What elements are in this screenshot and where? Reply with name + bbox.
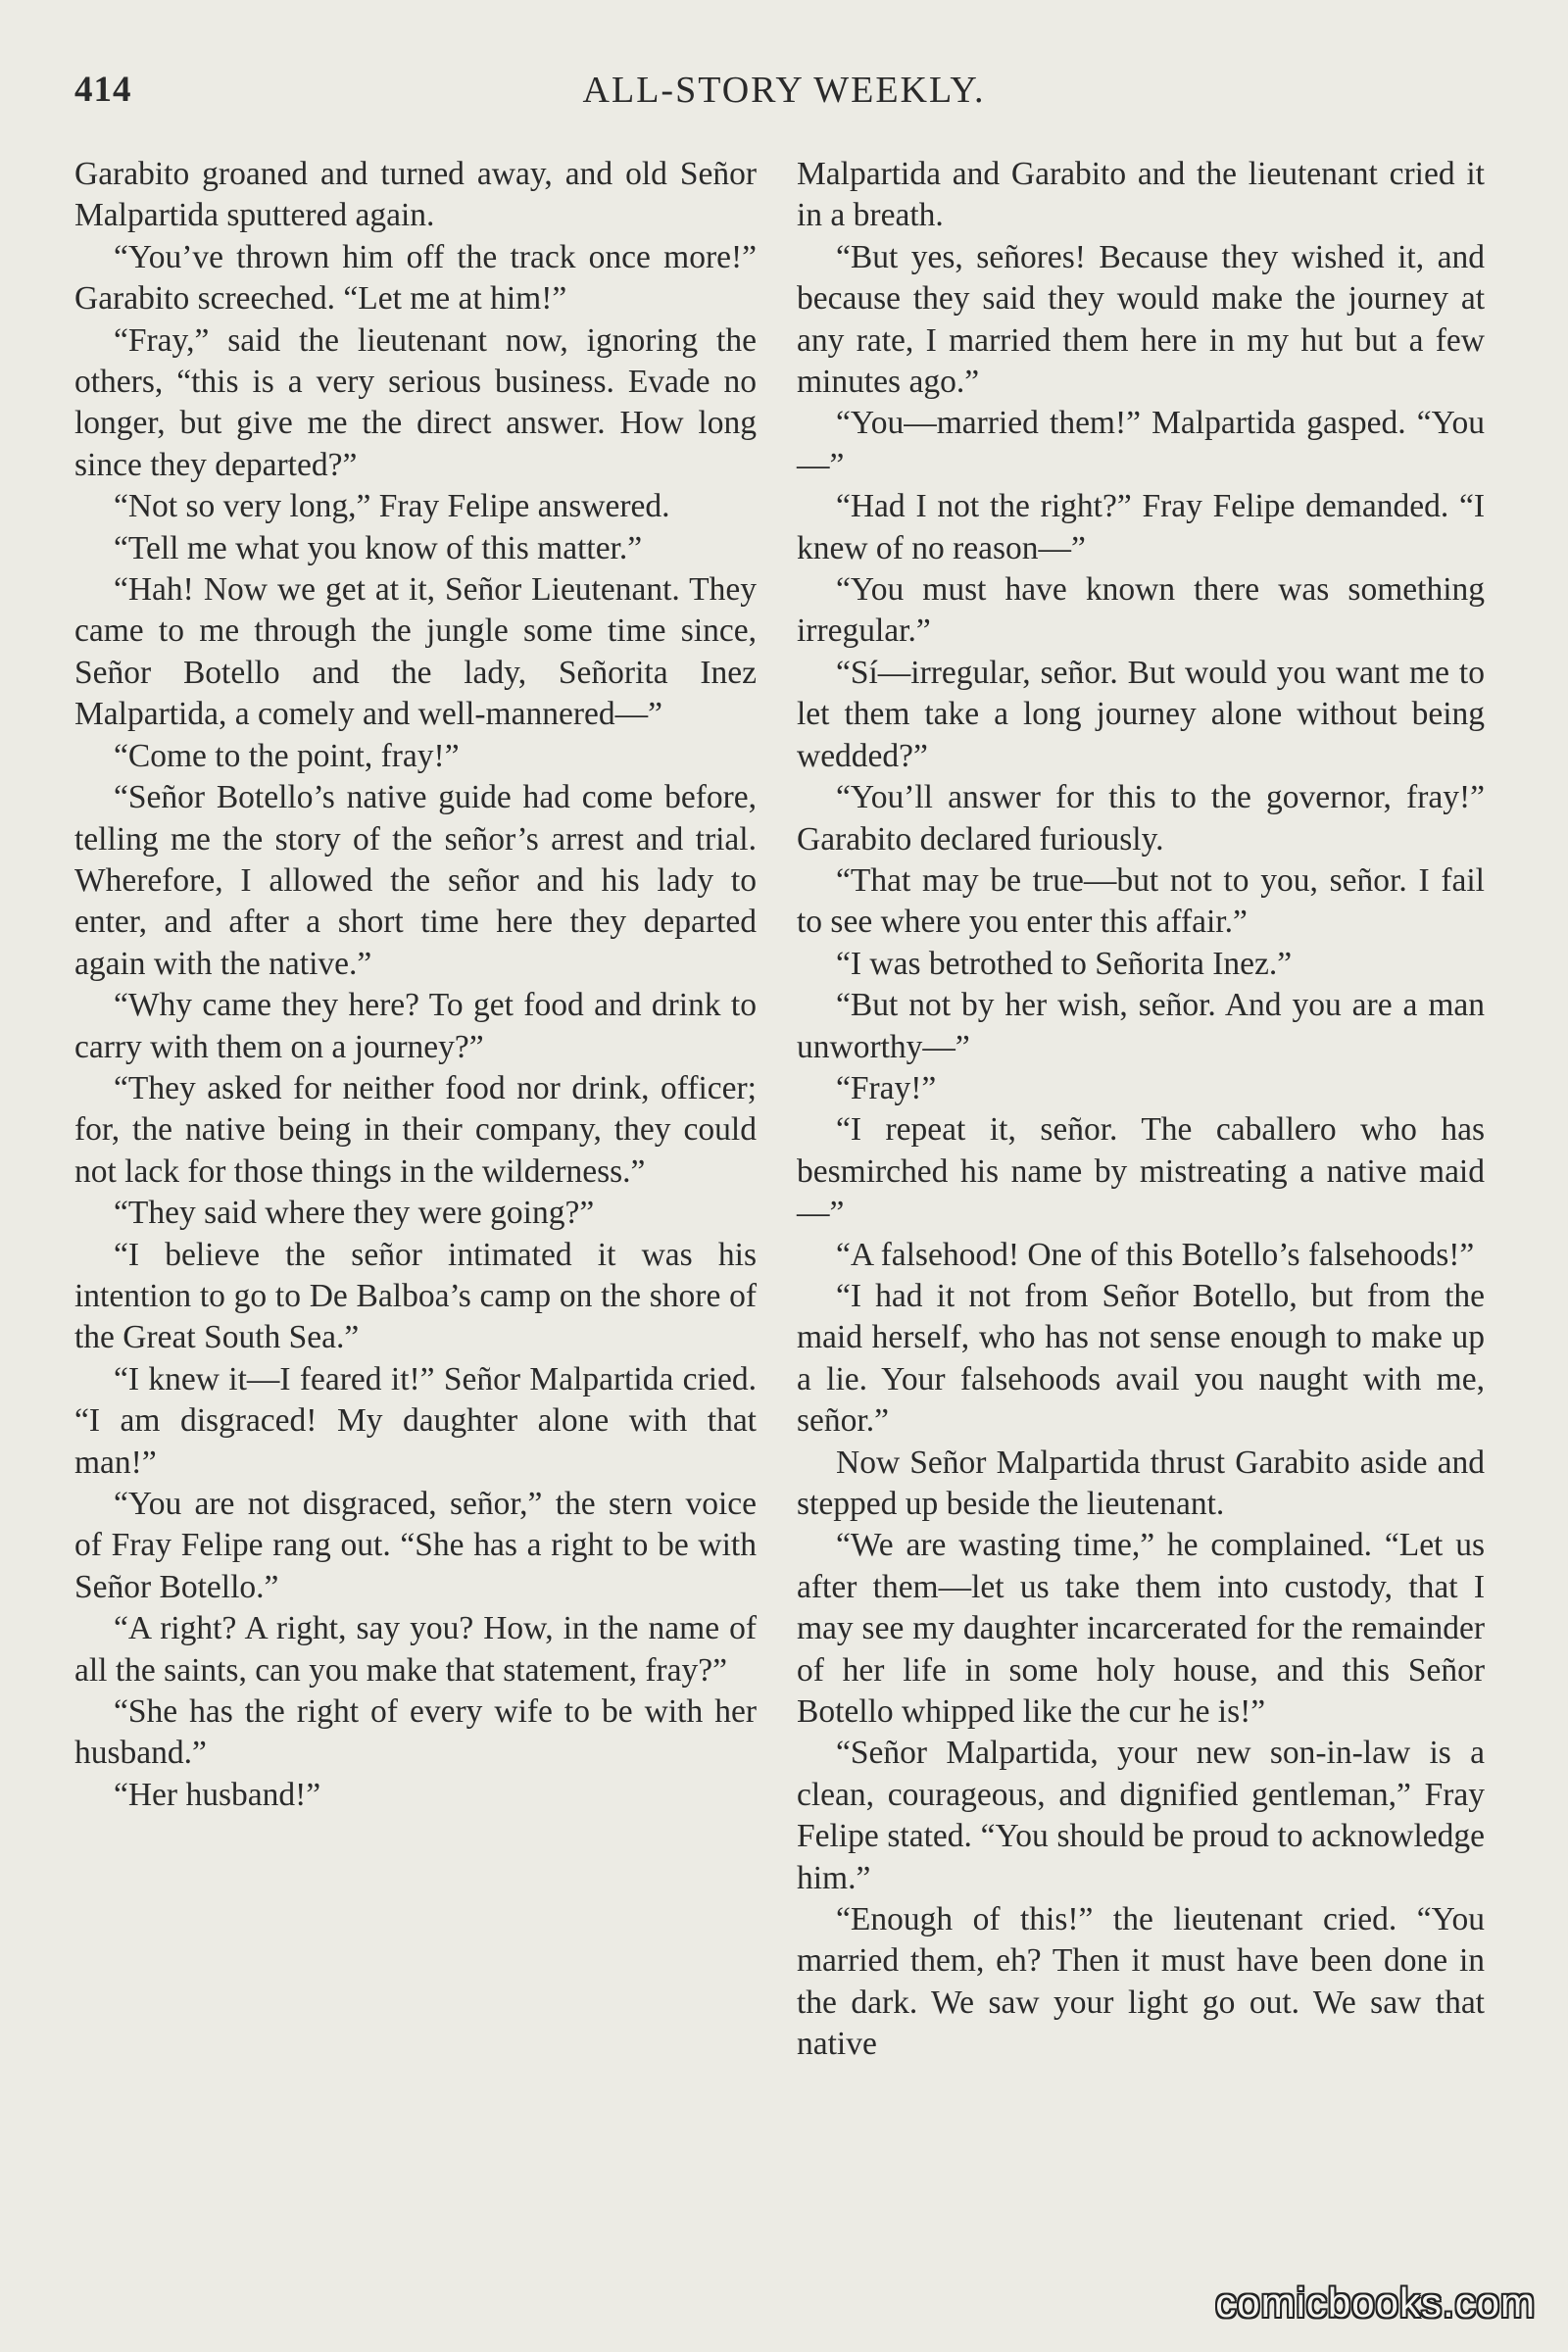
paragraph: “Sí—irregular, señor. But would you want me to let them take a long journey alone without being wedded?” (797, 654, 1485, 774)
paragraph: Garabito groaned and turned away, and old Señor Malpartida sputtered again. (74, 156, 757, 234)
paragraph: “A falsehood! One of this Botello’s falsehoods!” (836, 1236, 1475, 1273)
paragraph: “That may be true—but not to you, señor. I fail to see where you enter this affair.” (797, 861, 1485, 941)
paragraph: “They asked for neither food nor drink, officer; for, the native being in their company, they could not lack for those things in the wilderness.” (74, 1069, 757, 1190)
paragraph: “But yes, señores! Because they wished it, and because they said they would make the journey at any rate, I married them here in my hut but a few minutes ago.” (797, 238, 1485, 401)
paragraph: “You must have known there was something irregular.” (797, 571, 1485, 650)
paragraph: “Tell me what you know of this matter.” (114, 529, 643, 566)
paragraph: “But not by her wish, señor. And you are a man unworthy—” (797, 987, 1485, 1065)
paragraph: “I was betrothed to Señorita Inez.” (836, 945, 1293, 982)
paragraph: “Señor Botello’s native guide had come before, telling me the story of the señor’s arrest and trial. Wherefore, I allowed the señor and his lady to enter, and after a short time here they departed again with the native.” (74, 779, 757, 982)
paragraph: Now Señor Malpartida thrust Garabito aside and stepped up beside the lieutenant. (797, 1444, 1485, 1522)
paragraph: “Had I not the right?” Fray Felipe demanded. “I knew of no reason—” (797, 488, 1485, 566)
paragraph: “I believe the señor intimated it was his intention to go to De Balboa’s camp on the shore of the Great South Sea.” (74, 1236, 757, 1356)
paragraph: “Not so very long,” Fray Felipe answered. (114, 488, 670, 525)
paragraph: “Señor Malpartida, your new son-in-law is a clean, courageous, and dignified gentleman,” Fray Felipe stated. “You should be proud to acknowledge him.” (797, 1735, 1485, 1896)
paragraph: “Hah! Now we get at it, Señor Lieutenant. They came to me through the jungle some time since, Señor Botello and the lady, Señorita Inez Malpartida, a comely and well-mannered—” (74, 571, 757, 733)
paragraph: “You’ve thrown him off the track once more!” Garabito screeched. “Let me at him!” (74, 238, 757, 318)
paragraph: “Fray,” said the lieutenant now, ignoring the others, “this is a very serious business. Evade no longer, but give me the direct answer. How long since they departed?” (74, 321, 757, 483)
paragraph: “They said where they were going?” (114, 1195, 595, 1232)
paragraph: “You are not disgraced, señor,” the stern voice of Fray Felipe rang out. “She has a right to be with Señor Botello.” (74, 1486, 757, 1605)
paragraph: “You’ll answer for this to the governor, fray!” Garabito declared furiously. (797, 779, 1485, 858)
paragraph: “I knew it—I feared it!” Señor Malpartida cried. “I am disgraced! My daughter alone with that man!” (74, 1360, 757, 1481)
page-header (74, 69, 1494, 127)
watermark-logo: comicbooks.com (1215, 2279, 1536, 2326)
paragraph: “Why came they here? To get food and drink to carry with them on a journey?” (74, 987, 757, 1065)
paragraph: “I repeat it, señor. The caballero who has besmirched his name by mistreating a native maid—” (797, 1111, 1485, 1232)
running-head: ALL-STORY WEEKLY. (582, 70, 986, 111)
paragraph: “A right? A right, say you? How, in the name of all the saints, can you make that statement, fray?” (74, 1610, 757, 1689)
paragraph: “Enough of this!” the lieutenant cried. “You married them, eh? Then it must have been done in the dark. We saw your light go out. We saw that native (797, 1901, 1485, 2063)
paragraph: “Come to the point, fray!” (114, 737, 460, 774)
right-column (797, 154, 1485, 2066)
paragraph: “We are wasting time,” he complained. “Let us after them—let us take them into custody, that I may see my daughter incarcerated for the remainder of her life in some holy house, and this Señor Botello whipped like the cur he is!” (797, 1527, 1485, 1731)
paragraph: “You—married them!” Malpartida gasped. “You—” (797, 405, 1485, 483)
paragraph: “I had it not from Señor Botello, but from the maid herself, who has not sense enough to make up a lie. Your falsehoods avail you naught with me, señor.” (797, 1277, 1485, 1440)
paragraph: “Fray!” (836, 1069, 937, 1106)
page-number: 414 (74, 70, 132, 110)
paragraph: Malpartida and Garabito and the lieutenant cried it in a breath. (797, 156, 1485, 234)
left-column (74, 154, 757, 1816)
paragraph: “She has the right of every wife to be with her husband.” (74, 1693, 757, 1772)
paragraph: “Her husband!” (114, 1776, 321, 1813)
